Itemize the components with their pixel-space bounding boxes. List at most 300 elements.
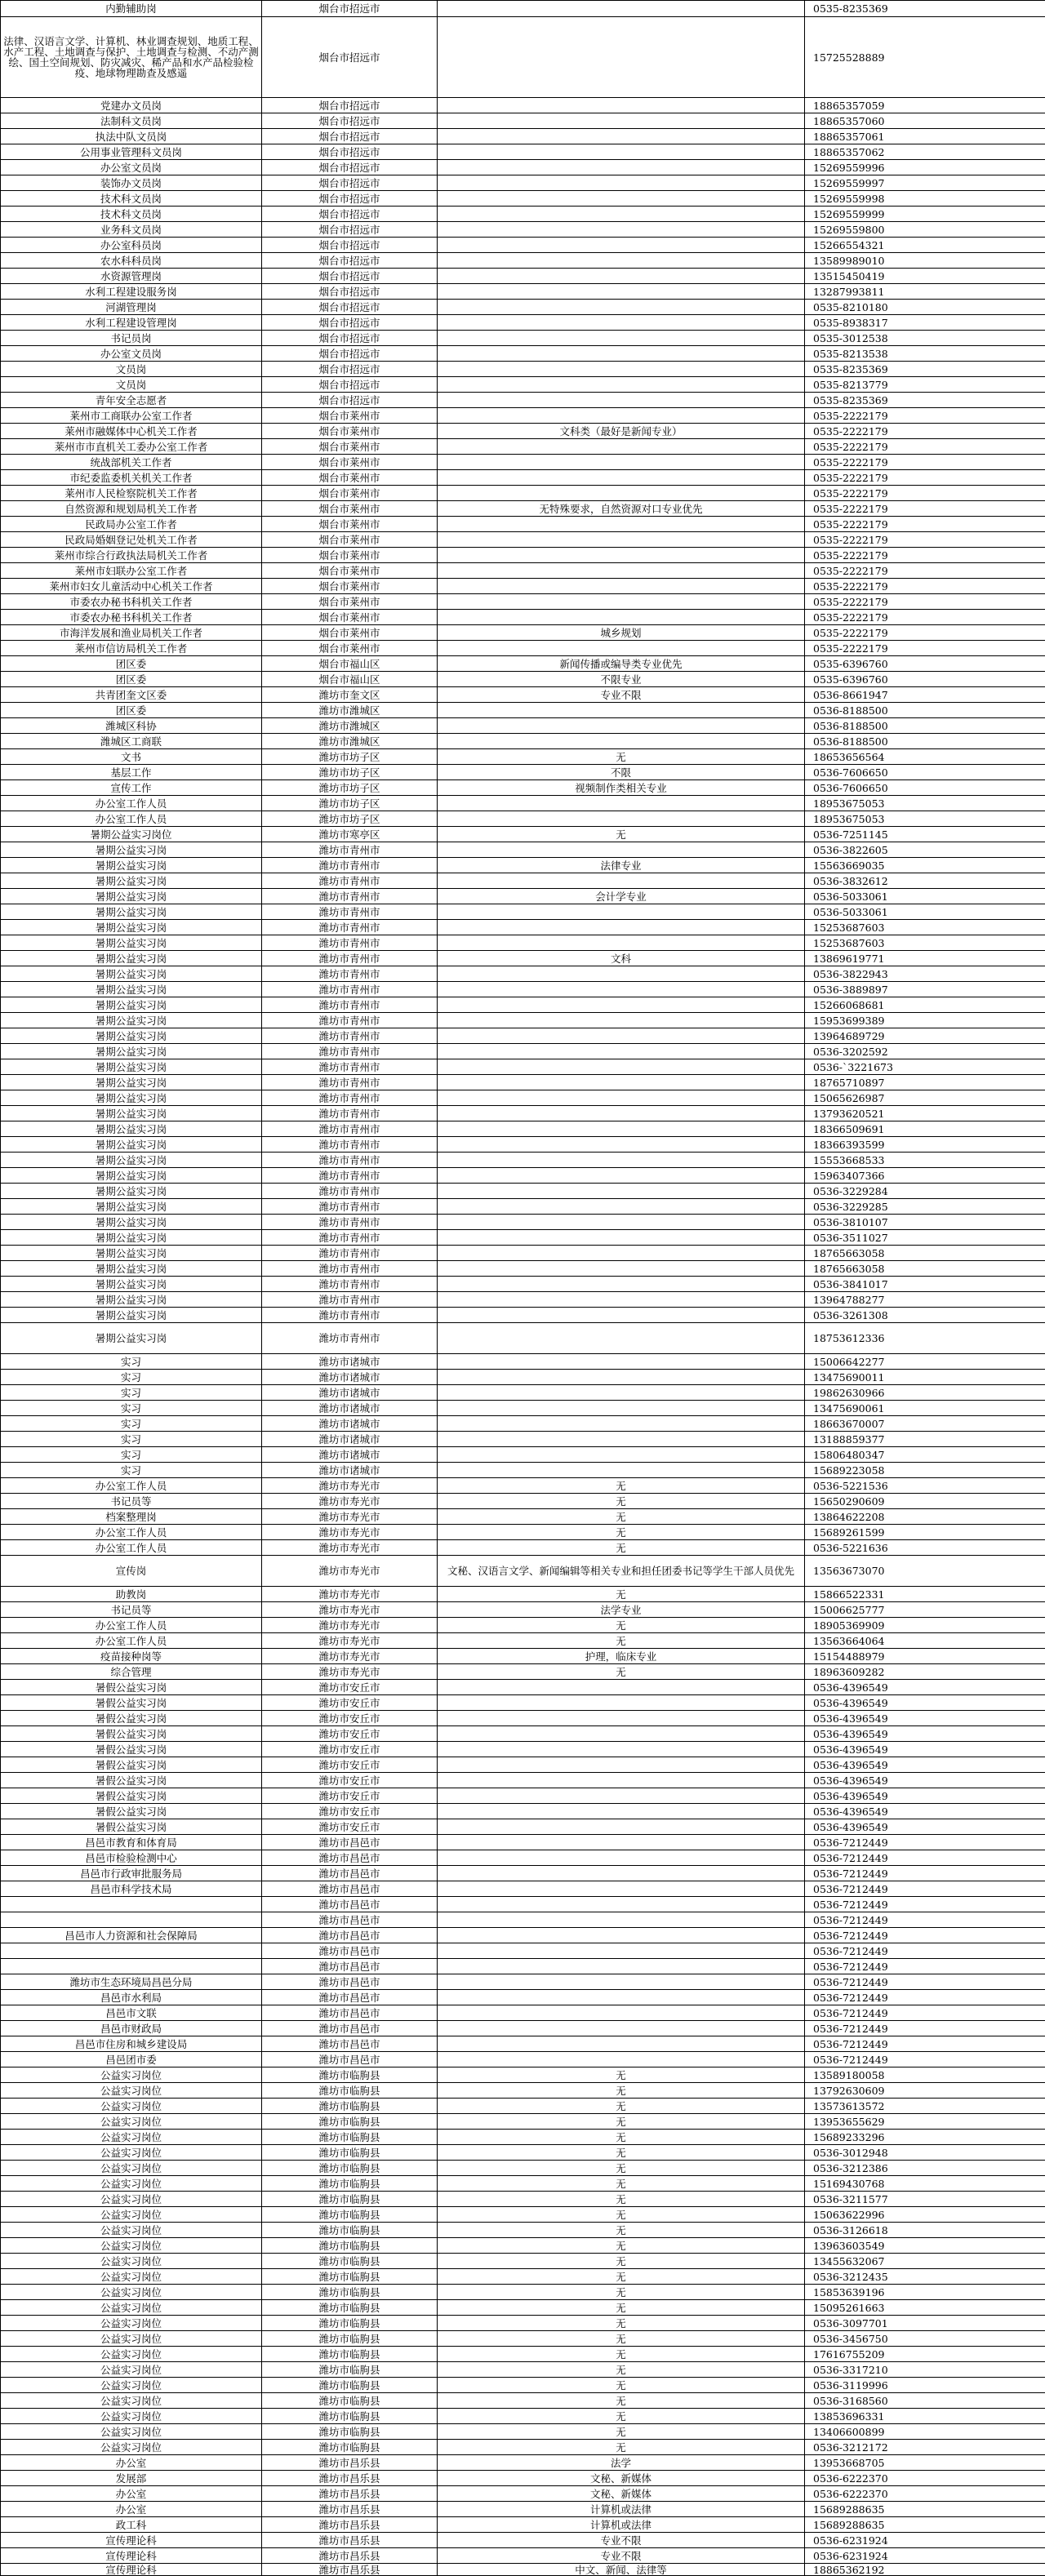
- location-cell: 潍坊市安丘市: [262, 1757, 438, 1773]
- location-cell: 潍坊市临朐县: [262, 2161, 438, 2176]
- phone-cell: 13406600899: [805, 2424, 1045, 2440]
- table-row: [1, 1323, 1045, 1354]
- requirement-cell: 无: [438, 1478, 805, 1494]
- position-cell: 法律、汉语言文学、计算机、林业调查规划、地质工程、水产工程、土地调查与保护、土地调查与检测、不动产测绘、国土空间规划、防灾减灾、稀产品和水产品检验检疫、地球物理勘查及感遥: [1, 17, 262, 98]
- position-cell: 公益实习岗位: [1, 2285, 262, 2300]
- phone-cell: 13475690061: [805, 1401, 1045, 1416]
- location-cell: 潍坊市昌邑市: [262, 1959, 438, 1974]
- location-cell: 潍坊市青州市: [262, 997, 438, 1013]
- requirement-cell: [438, 811, 805, 827]
- table-row: [1, 2316, 1045, 2331]
- phone-cell: 13563673070: [805, 1556, 1045, 1587]
- requirement-cell: 无: [438, 2424, 805, 2440]
- location-cell: 潍坊市临朐县: [262, 2331, 438, 2347]
- location-cell: 潍坊市安丘市: [262, 1680, 438, 1695]
- location-cell: 潍坊市潍城区: [262, 703, 438, 718]
- location-cell: 潍坊市昌邑市: [262, 2052, 438, 2067]
- requirement-cell: [438, 1277, 805, 1292]
- table-row: [1, 749, 1045, 765]
- requirement-cell: 法学: [438, 2455, 805, 2471]
- location-cell: 潍坊市寿光市: [262, 1649, 438, 1664]
- table-row: [1, 997, 1045, 1013]
- table-row: [1, 1618, 1045, 1633]
- table-row: [1, 1168, 1045, 1184]
- location-cell: 潍坊市诸城市: [262, 1416, 438, 1432]
- location-cell: 潍坊市青州市: [262, 1013, 438, 1028]
- phone-cell: 0535-2222179: [805, 424, 1045, 439]
- table-row: [1, 1494, 1045, 1509]
- table-row: [1, 2114, 1045, 2130]
- requirement-cell: 中文、新闻、法律等: [438, 2564, 805, 2576]
- location-cell: 烟台市莱州市: [262, 455, 438, 470]
- phone-cell: 0536-7212449: [805, 1835, 1045, 1850]
- requirement-cell: [438, 253, 805, 269]
- location-cell: 潍坊市青州市: [262, 920, 438, 935]
- position-cell: 公益实习岗位: [1, 2176, 262, 2192]
- table-row: [1, 2502, 1045, 2517]
- position-cell: 实习: [1, 1463, 262, 1478]
- position-cell: 莱州市综合行政执法局机关工作者: [1, 548, 262, 563]
- location-cell: 潍坊市青州市: [262, 1215, 438, 1230]
- requirement-cell: [438, 439, 805, 455]
- location-cell: 潍坊市临朐县: [262, 2254, 438, 2269]
- table-row: [1, 2036, 1045, 2052]
- position-cell: 暑期公益实习岗: [1, 1199, 262, 1215]
- table-row: [1, 160, 1045, 175]
- phone-cell: 0536-8188500: [805, 718, 1045, 734]
- phone-cell: 0536-7251145: [805, 827, 1045, 842]
- table-row: [1, 1928, 1045, 1943]
- location-cell: 潍坊市临朐县: [262, 2130, 438, 2145]
- requirement-cell: 无: [438, 2176, 805, 2192]
- phone-cell: 13964788277: [805, 1292, 1045, 1308]
- location-cell: 潍坊市临朐县: [262, 2378, 438, 2393]
- location-cell: 潍坊市安丘市: [262, 1711, 438, 1726]
- requirement-cell: 文科: [438, 951, 805, 966]
- position-cell: 暑期公益实习岗: [1, 904, 262, 920]
- requirement-cell: [438, 1354, 805, 1370]
- table-row: [1, 1819, 1045, 1835]
- phone-cell: 0535-2222179: [805, 548, 1045, 563]
- requirement-cell: [438, 175, 805, 191]
- location-cell: 潍坊市临朐县: [262, 2099, 438, 2114]
- position-cell: 暑期公益实习岗: [1, 889, 262, 904]
- table-row: [1, 982, 1045, 997]
- requirement-cell: [438, 1447, 805, 1463]
- phone-cell: 15689288635: [805, 2502, 1045, 2517]
- location-cell: 潍坊市昌乐县: [262, 2564, 438, 2576]
- location-cell: 潍坊市昌乐县: [262, 2455, 438, 2471]
- position-cell: 技术科文员岗: [1, 207, 262, 222]
- phone-cell: 18653656564: [805, 749, 1045, 765]
- location-cell: 潍坊市临朐县: [262, 2316, 438, 2331]
- position-cell: [1, 1912, 262, 1928]
- location-cell: 潍坊市安丘市: [262, 1788, 438, 1804]
- position-cell: 公益实习岗位: [1, 2145, 262, 2161]
- position-cell: 书记员等: [1, 1602, 262, 1618]
- phone-cell: 15269559800: [805, 222, 1045, 238]
- phone-cell: 0536-5221636: [805, 1540, 1045, 1556]
- position-cell: 实习: [1, 1370, 262, 1385]
- phone-cell: 0536-7212449: [805, 2052, 1045, 2067]
- table-row: [1, 1106, 1045, 1121]
- table-row: [1, 1308, 1045, 1323]
- location-cell: 烟台市莱州市: [262, 470, 438, 486]
- requirement-cell: 无: [438, 1633, 805, 1649]
- position-cell: 暑期公益实习岗: [1, 1106, 262, 1121]
- position-cell: 办公室工作人员: [1, 1633, 262, 1649]
- location-cell: 潍坊市临朐县: [262, 2440, 438, 2455]
- table-row: [1, 331, 1045, 346]
- position-cell: 内勤辅助岗: [1, 1, 262, 17]
- phone-cell: 0536-3822605: [805, 842, 1045, 858]
- phone-cell: 13963603549: [805, 2238, 1045, 2254]
- phone-cell: 0535-8235369: [805, 1, 1045, 17]
- requirement-cell: [438, 594, 805, 610]
- requirement-cell: 无: [438, 2161, 805, 2176]
- position-cell: 暑期公益实习岗: [1, 1121, 262, 1137]
- requirement-cell: 无: [438, 2114, 805, 2130]
- position-cell: 暑期公益实习岗: [1, 997, 262, 1013]
- table-row: [1, 1463, 1045, 1478]
- position-cell: 暑期公益实习岗: [1, 966, 262, 982]
- location-cell: 潍坊市青州市: [262, 1230, 438, 1246]
- table-row: [1, 1866, 1045, 1881]
- table-row: [1, 2254, 1045, 2269]
- position-cell: 民政局婚姻登记处机关工作者: [1, 532, 262, 548]
- position-cell: 暑期公益实习岗: [1, 1292, 262, 1308]
- requirement-cell: 专业不限: [438, 687, 805, 703]
- location-cell: 潍坊市昌邑市: [262, 2021, 438, 2036]
- phone-cell: 13563664064: [805, 1633, 1045, 1649]
- position-cell: 办公室工作人员: [1, 796, 262, 811]
- table-row: [1, 1943, 1045, 1959]
- table-row: [1, 2269, 1045, 2285]
- requirement-cell: [438, 873, 805, 889]
- position-cell: 暑期公益实习岗: [1, 1028, 262, 1044]
- requirement-cell: 不限: [438, 765, 805, 780]
- table-row: [1, 2533, 1045, 2548]
- phone-cell: 17616755209: [805, 2347, 1045, 2362]
- phone-cell: 0536-3202592: [805, 1044, 1045, 1059]
- position-cell: 暑期公益实习岗: [1, 1137, 262, 1153]
- phone-cell: 0536-7212449: [805, 1959, 1045, 1974]
- location-cell: 潍坊市寿光市: [262, 1633, 438, 1649]
- table-row: [1, 517, 1045, 532]
- table-row: [1, 579, 1045, 594]
- location-cell: 潍坊市青州市: [262, 1059, 438, 1075]
- requirement-cell: 无: [438, 2223, 805, 2238]
- location-cell: 烟台市莱州市: [262, 517, 438, 532]
- requirement-cell: [438, 517, 805, 532]
- table-row: [1, 656, 1045, 672]
- table-row: [1, 1757, 1045, 1773]
- phone-cell: 0535-2222179: [805, 470, 1045, 486]
- table-row: [1, 625, 1045, 641]
- phone-cell: 15006625777: [805, 1602, 1045, 1618]
- location-cell: 潍坊市青州市: [262, 1028, 438, 1044]
- location-cell: 潍坊市青州市: [262, 1199, 438, 1215]
- table-row: [1, 2005, 1045, 2021]
- phone-cell: 13188859377: [805, 1432, 1045, 1447]
- table-row: [1, 873, 1045, 889]
- requirement-cell: [438, 1106, 805, 1121]
- requirement-cell: 文秘、新媒体: [438, 2486, 805, 2502]
- phone-cell: 0535-2222179: [805, 563, 1045, 579]
- requirement-cell: [438, 1959, 805, 1974]
- location-cell: 潍坊市临朐县: [262, 2409, 438, 2424]
- location-cell: 烟台市莱州市: [262, 594, 438, 610]
- position-cell: 暑期公益实习岗: [1, 1013, 262, 1028]
- requirement-cell: [438, 563, 805, 579]
- table-row: [1, 2161, 1045, 2176]
- position-cell: [1, 1943, 262, 1959]
- phone-cell: 0536-7212449: [805, 1850, 1045, 1866]
- requirement-cell: [438, 1292, 805, 1308]
- requirement-cell: [438, 734, 805, 749]
- location-cell: 烟台市招远市: [262, 222, 438, 238]
- phone-cell: 0536-7212449: [805, 1897, 1045, 1912]
- phone-cell: 0536-7212449: [805, 1974, 1045, 1990]
- table-row: [1, 2192, 1045, 2207]
- phone-cell: 0536-6222370: [805, 2486, 1045, 2502]
- position-cell: 技术科文员岗: [1, 191, 262, 207]
- table-row: [1, 1447, 1045, 1463]
- position-cell: 暑期公益实习岗位: [1, 827, 262, 842]
- requirement-cell: [438, 1090, 805, 1106]
- phone-cell: 15006642277: [805, 1354, 1045, 1370]
- position-cell: 暑期公益实习岗: [1, 1168, 262, 1184]
- location-cell: 潍坊市临朐县: [262, 2269, 438, 2285]
- table-row: [1, 842, 1045, 858]
- requirement-cell: [438, 1153, 805, 1168]
- location-cell: 烟台市莱州市: [262, 532, 438, 548]
- table-row: [1, 1370, 1045, 1385]
- phone-cell: 15253687603: [805, 935, 1045, 951]
- table-row: [1, 1354, 1045, 1370]
- requirement-cell: [438, 1, 805, 17]
- phone-cell: 15563669035: [805, 858, 1045, 873]
- requirement-cell: [438, 532, 805, 548]
- table-row: [1, 269, 1045, 284]
- position-cell: 水利工程建设服务岗: [1, 284, 262, 300]
- table-row: [1, 113, 1045, 129]
- phone-cell: 0536-3212386: [805, 2161, 1045, 2176]
- table-row: [1, 1788, 1045, 1804]
- phone-cell: 0536-3212172: [805, 2440, 1045, 2455]
- phone-cell: 15266068681: [805, 997, 1045, 1013]
- table-row: [1, 2099, 1045, 2114]
- requirement-cell: 专业不限: [438, 2533, 805, 2548]
- table-row: [1, 1912, 1045, 1928]
- requirement-cell: 无: [438, 1525, 805, 1540]
- position-cell: 实习: [1, 1354, 262, 1370]
- requirement-cell: [438, 610, 805, 625]
- table-row: [1, 1804, 1045, 1819]
- phone-cell: 0535-2222179: [805, 625, 1045, 641]
- phone-cell: 0535-2222179: [805, 501, 1045, 517]
- requirement-cell: [438, 1044, 805, 1059]
- table-row: [1, 1137, 1045, 1153]
- position-cell: 公益实习岗位: [1, 2409, 262, 2424]
- phone-cell: 13964689729: [805, 1028, 1045, 1044]
- table-row: [1, 1850, 1045, 1866]
- table-row: [1, 827, 1045, 842]
- position-cell: 莱州市人民检察院机关工作者: [1, 486, 262, 501]
- phone-cell: 13589180058: [805, 2067, 1045, 2083]
- phone-cell: 15169430768: [805, 2176, 1045, 2192]
- position-cell: 暑假公益实习岗: [1, 1742, 262, 1757]
- position-cell: 公益实习岗位: [1, 2192, 262, 2207]
- table-row: [1, 144, 1045, 160]
- requirement-cell: 无特殊要求，自然资源对口专业优先: [438, 501, 805, 517]
- phone-cell: 0535-8213779: [805, 377, 1045, 393]
- requirement-cell: [438, 1866, 805, 1881]
- location-cell: 烟台市莱州市: [262, 408, 438, 424]
- requirement-cell: [438, 315, 805, 331]
- phone-cell: 0535-2222179: [805, 594, 1045, 610]
- phone-cell: 15266554321: [805, 238, 1045, 253]
- position-cell: 公益实习岗位: [1, 2238, 262, 2254]
- phone-cell: 13953668705: [805, 2455, 1045, 2471]
- phone-cell: 19862630966: [805, 1385, 1045, 1401]
- location-cell: 烟台市招远市: [262, 346, 438, 362]
- location-cell: 潍坊市青州市: [262, 904, 438, 920]
- location-cell: 潍坊市临朐县: [262, 2223, 438, 2238]
- table-row: [1, 408, 1045, 424]
- position-cell: 办公室工作人员: [1, 1478, 262, 1494]
- location-cell: 潍坊市寿光市: [262, 1478, 438, 1494]
- position-cell: 执法中队文员岗: [1, 129, 262, 144]
- phone-cell: 15269559998: [805, 191, 1045, 207]
- requirement-cell: 无: [438, 2440, 805, 2455]
- requirement-cell: 无: [438, 2393, 805, 2409]
- requirement-cell: 无: [438, 2331, 805, 2347]
- requirement-cell: [438, 1013, 805, 1028]
- requirement-cell: 无: [438, 2207, 805, 2223]
- phone-cell: 0536-4396549: [805, 1788, 1045, 1804]
- requirement-cell: 无: [438, 2409, 805, 2424]
- table-row: [1, 253, 1045, 269]
- phone-cell: 13515450419: [805, 269, 1045, 284]
- phone-cell: 18865362192: [805, 2564, 1045, 2576]
- position-cell: 河湖管理岗: [1, 300, 262, 315]
- location-cell: 潍坊市诸城市: [262, 1463, 438, 1478]
- requirement-cell: 无: [438, 2285, 805, 2300]
- position-cell: 公益实习岗位: [1, 2130, 262, 2145]
- table-row: [1, 1540, 1045, 1556]
- phone-cell: 18953675053: [805, 811, 1045, 827]
- requirement-cell: [438, 1075, 805, 1090]
- position-cell: 暑假公益实习岗: [1, 1726, 262, 1742]
- position-cell: 暑期公益实习岗: [1, 1277, 262, 1292]
- location-cell: 潍坊市坊子区: [262, 796, 438, 811]
- table-row: [1, 2300, 1045, 2316]
- position-cell: 暑期公益实习岗: [1, 951, 262, 966]
- requirement-cell: [438, 1680, 805, 1695]
- position-cell: 莱州市融媒体中心机关工作者: [1, 424, 262, 439]
- location-cell: 潍坊市坊子区: [262, 811, 438, 827]
- position-cell: 公益实习岗位: [1, 2378, 262, 2393]
- phone-cell: 13869619771: [805, 951, 1045, 966]
- location-cell: 潍坊市青州市: [262, 1044, 438, 1059]
- location-cell: 潍坊市安丘市: [262, 1726, 438, 1742]
- location-cell: 烟台市招远市: [262, 1, 438, 17]
- requirement-cell: 无: [438, 827, 805, 842]
- table-row: [1, 1044, 1045, 1059]
- position-cell: 办公室文员岗: [1, 346, 262, 362]
- requirement-cell: [438, 160, 805, 175]
- requirement-cell: [438, 1881, 805, 1897]
- position-cell: 实习: [1, 1447, 262, 1463]
- requirement-cell: [438, 2036, 805, 2052]
- phone-cell: 0536-7606650: [805, 780, 1045, 796]
- location-cell: 潍坊市诸城市: [262, 1370, 438, 1385]
- phone-cell: 15063622996: [805, 2207, 1045, 2223]
- requirement-cell: [438, 144, 805, 160]
- requirement-cell: [438, 1463, 805, 1478]
- requirement-cell: [438, 1773, 805, 1788]
- table-row: [1, 2393, 1045, 2409]
- requirement-cell: [438, 1943, 805, 1959]
- position-cell: 办公室工作人员: [1, 1525, 262, 1540]
- position-cell: 昌邑市行政审批服务局: [1, 1866, 262, 1881]
- phone-cell: 13287993811: [805, 284, 1045, 300]
- location-cell: 潍坊市临朐县: [262, 2362, 438, 2378]
- requirement-cell: 无: [438, 2316, 805, 2331]
- position-cell: 公益实习岗位: [1, 2424, 262, 2440]
- location-cell: 潍坊市青州市: [262, 935, 438, 951]
- requirement-cell: 无: [438, 2067, 805, 2083]
- location-cell: 潍坊市坊子区: [262, 780, 438, 796]
- table-row: [1, 1385, 1045, 1401]
- phone-cell: 13793620521: [805, 1106, 1045, 1121]
- table-row: [1, 703, 1045, 718]
- location-cell: 潍坊市昌邑市: [262, 1912, 438, 1928]
- requirement-cell: [438, 238, 805, 253]
- position-cell: 昌邑市财政局: [1, 2021, 262, 2036]
- table-row: [1, 1184, 1045, 1199]
- location-cell: 潍坊市寿光市: [262, 1509, 438, 1525]
- position-cell: 宣传岗: [1, 1556, 262, 1587]
- location-cell: 潍坊市青州市: [262, 1323, 438, 1354]
- position-cell: 暑期公益实习岗: [1, 1044, 262, 1059]
- position-cell: 昌邑市文联: [1, 2005, 262, 2021]
- phone-cell: 0536-6231924: [805, 2548, 1045, 2564]
- location-cell: 潍坊市昌邑市: [262, 1881, 438, 1897]
- phone-cell: 18753612336: [805, 1323, 1045, 1354]
- location-cell: 潍坊市诸城市: [262, 1447, 438, 1463]
- phone-cell: 0536-3511027: [805, 1230, 1045, 1246]
- table-row: [1, 2130, 1045, 2145]
- location-cell: 潍坊市青州市: [262, 1090, 438, 1106]
- phone-cell: 15269559999: [805, 207, 1045, 222]
- position-cell: 暑期公益实习岗: [1, 1153, 262, 1168]
- position-cell: 团区委: [1, 703, 262, 718]
- requirement-cell: 法学专业: [438, 1602, 805, 1618]
- requirement-cell: [438, 1897, 805, 1912]
- table-row: [1, 1478, 1045, 1494]
- phone-cell: 0536-3012948: [805, 2145, 1045, 2161]
- requirement-cell: 文秘、汉语言文学、新闻编辑等相关专业和担任团委书记等学生干部人员优先: [438, 1556, 805, 1587]
- location-cell: 烟台市招远市: [262, 269, 438, 284]
- table-row: [1, 1230, 1045, 1246]
- phone-cell: 0536-4396549: [805, 1742, 1045, 1757]
- phone-cell: 0536-4396549: [805, 1773, 1045, 1788]
- requirement-cell: [438, 2021, 805, 2036]
- phone-cell: 15650290609: [805, 1494, 1045, 1509]
- phone-cell: 15065626987: [805, 1090, 1045, 1106]
